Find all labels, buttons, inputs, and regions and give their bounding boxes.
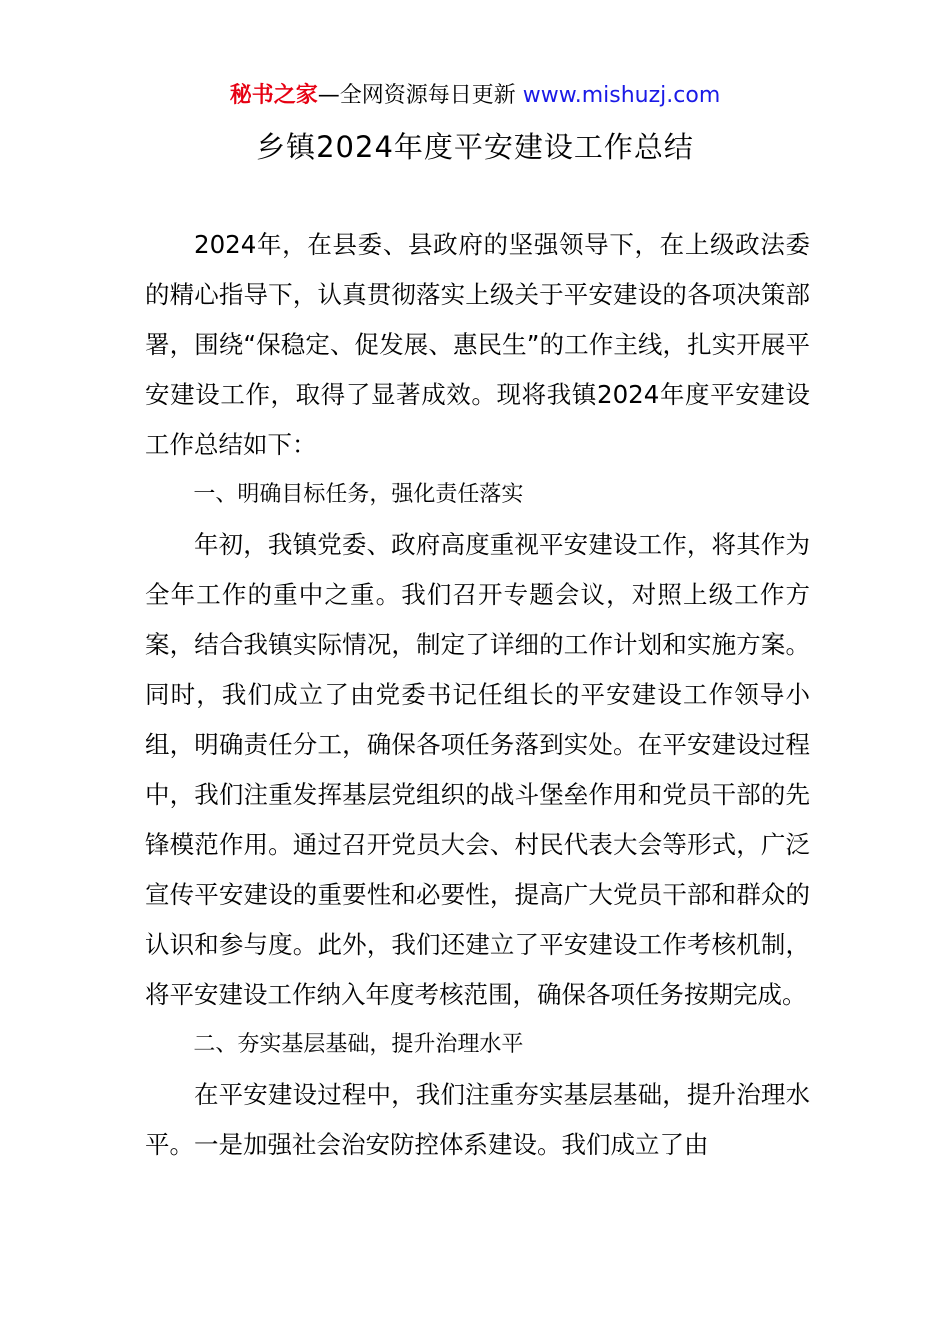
section-body-2: 在平安建设过程中，我们注重夯实基层基础，提升治理水平。一是加强社会治安防控体系建设。我们成立了由 — [145, 1080, 810, 1159]
intro-paragraph: 2024年，在县委、县政府的坚强领导下，在上级政法委的精心指导下，认真贯彻落实上级关于平安建设的各项决策部署，围绕“保稳定、促发展、惠民生”的工作主线，扎实开展平安建设工作，取得了显著成效。现将我镇2024年度平安建设工作总结如下： — [145, 230, 810, 459]
document-body — [145, 220, 810, 1170]
site-banner — [0, 80, 950, 112]
section-heading-2: 二、夯实基层基础，提升治理水平 — [193, 1032, 524, 1057]
section-heading-1: 一、明确目标任务，强化责任落实 — [193, 482, 524, 507]
document-title: 乡镇2024年度平安建设工作总结 — [256, 130, 694, 164]
section-body-1: 年初，我镇党委、政府高度重视平安建设工作，将其作为全年工作的重中之重。我们召开专题会议，对照上级工作方案，结合我镇实际情况，制定了详细的工作计划和实施方案。同时，我们成立了由党委书记任组长的平安建设工作领导小组，明确责任分工，确保各项任务落到实处。在平安建设过程中，我们注重发挥基层党组织的战斗堡垒作用和党员干部的先锋模范作用。通过召开党员大会、村民代表大会等形式，广泛宣传平安建设的重要性和必要性，提高广大党员干部和群众的认识和参与度。此外，我们还建立了平安建设工作考核机制，将平安建设工作纳入年度考核范围，确保各项任务按期完成。 — [145, 530, 810, 1009]
banner-tagline: —全网资源每日更新 — [317, 83, 523, 108]
brand-name: 秘书之家 — [229, 83, 318, 108]
site-url-link[interactable]: www.mishuzj.com — [522, 83, 721, 108]
